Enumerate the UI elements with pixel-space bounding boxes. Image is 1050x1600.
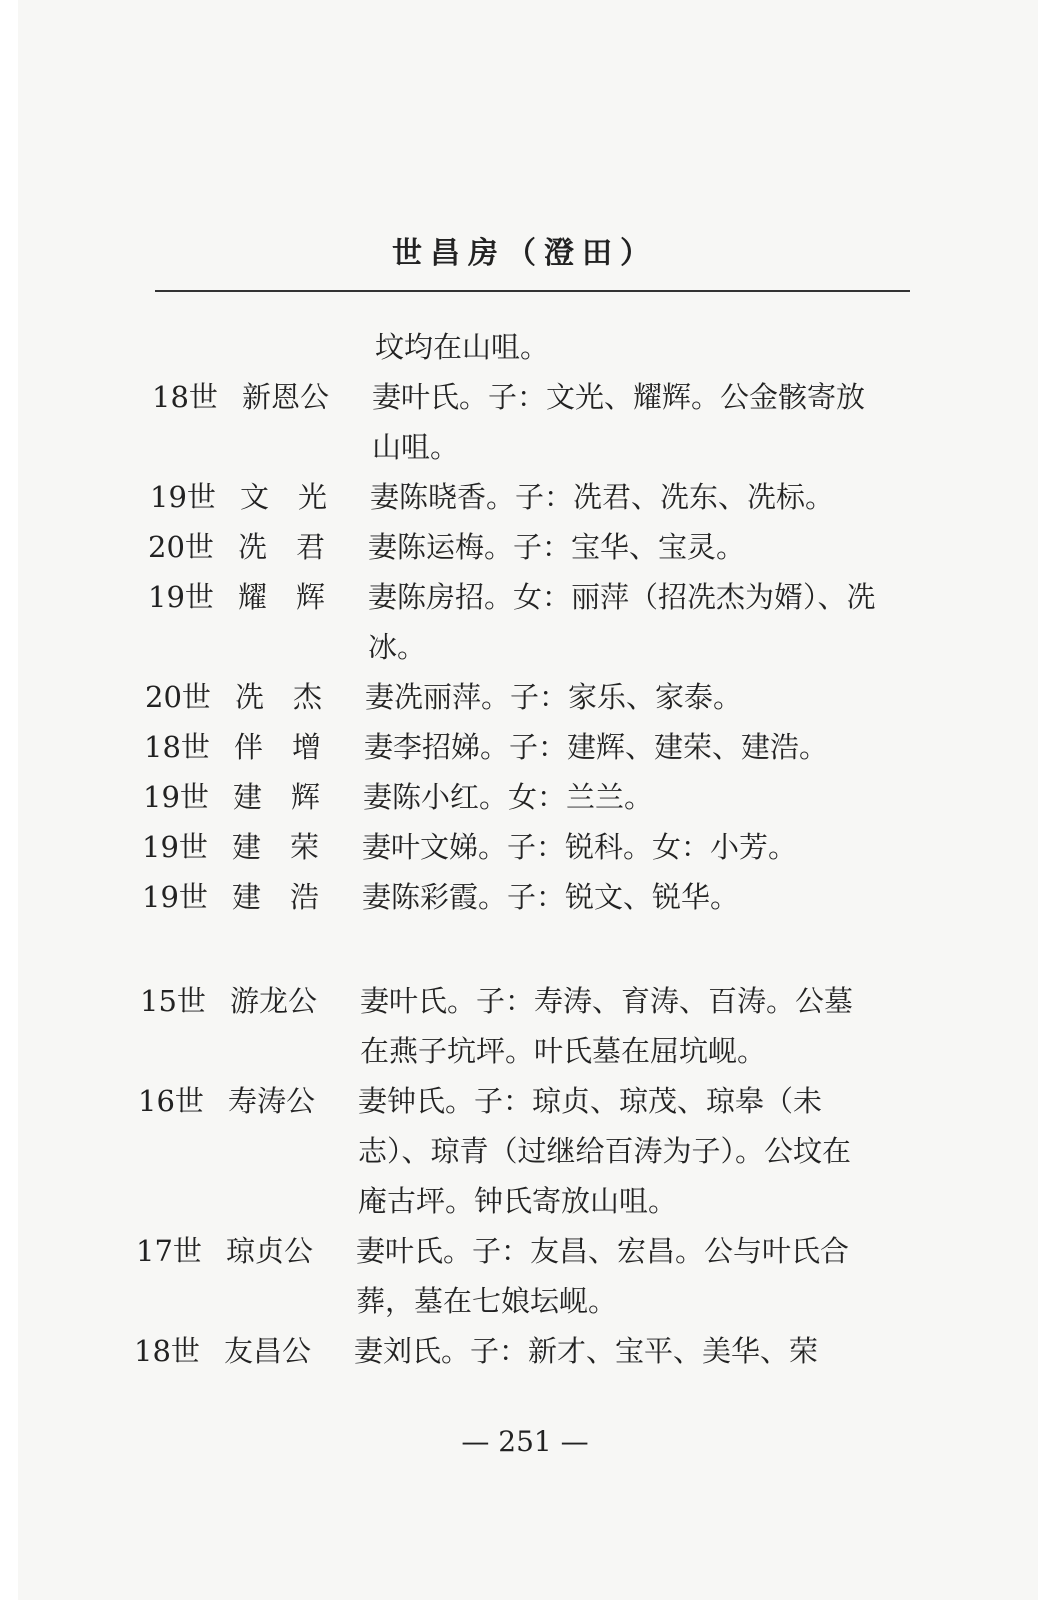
entry-text: 妻李招娣。子：建辉、建荣、建浩。 — [364, 730, 829, 764]
generation-label: 19世 — [143, 780, 209, 814]
entry-text: 妻陈小红。女：兰兰。 — [363, 780, 654, 814]
person-name: 游龙公 — [230, 984, 318, 1018]
page-title: 世昌房（澄田） — [392, 236, 658, 271]
entry-text: 妻叶氏。子：友昌、宏昌。公与叶氏合葬，墓在七娘坛岘。 — [356, 1234, 850, 1318]
entry-text: 妻陈彩霞。子：锐文、锐华。 — [362, 880, 740, 914]
person-name: 伴 增 — [234, 730, 322, 764]
list-item — [138, 1076, 878, 1226]
generation-label: 20世 — [148, 530, 214, 564]
person-name: 琼贞公 — [226, 1234, 314, 1268]
list-item — [142, 872, 882, 922]
list-item — [142, 822, 882, 872]
generation-label: 15世 — [140, 984, 206, 1018]
entry-text: 妻陈晓香。子：冼君、冼东、冼标。 — [370, 480, 835, 514]
list-item — [136, 1226, 876, 1326]
list-item — [143, 772, 883, 822]
person-name: 建 浩 — [232, 880, 320, 914]
entry-text: 妻叶文娣。子：锐科。女：小芳。 — [362, 830, 798, 864]
person-name: 寿涛公 — [228, 1084, 316, 1118]
header-divider — [155, 290, 910, 292]
page-number: — 251 — — [461, 1425, 589, 1458]
entry-text: 妻冼丽萍。子：家乐、家泰。 — [365, 680, 743, 714]
entry-text: 妻陈运梅。子：宝华、宝灵。 — [368, 530, 746, 564]
person-name: 冼 杰 — [235, 680, 323, 714]
continuation-text: 坟均在山咀。 — [375, 330, 550, 364]
person-name: 冼 君 — [238, 530, 326, 564]
person-name: 建 荣 — [232, 830, 320, 864]
generation-label: 18世 — [144, 730, 210, 764]
entry-text: 妻钟氏。子：琼贞、琼茂、琼皋（未志）、琼青（过继给百涛为子）。公坟在庵古坪。钟氏寄放山咀。 — [358, 1084, 852, 1218]
generation-label: 18世 — [134, 1334, 200, 1368]
generation-label: 16世 — [138, 1084, 204, 1118]
list-item — [140, 976, 880, 1076]
generation-label: 18世 — [152, 380, 218, 414]
generation-label: 19世 — [142, 830, 208, 864]
generation-label: 17世 — [136, 1234, 202, 1268]
list-item — [150, 472, 890, 522]
entry-text: 妻叶氏。子：文光、耀辉。公金骸寄放山咀。 — [372, 380, 866, 464]
person-name: 耀 辉 — [238, 580, 326, 614]
list-item — [148, 522, 888, 572]
person-name: 友昌公 — [224, 1334, 312, 1368]
generation-label: 19世 — [150, 480, 216, 514]
generation-label: 19世 — [148, 580, 214, 614]
person-name: 文 光 — [240, 480, 328, 514]
list-item — [134, 1326, 874, 1376]
entry-text: 妻刘氏。子：新才、宝平、美华、荣 — [354, 1334, 819, 1368]
person-name: 新恩公 — [242, 380, 330, 414]
list-item — [145, 672, 885, 722]
generation-label: 19世 — [142, 880, 208, 914]
list-item — [152, 372, 887, 472]
list-item — [148, 572, 883, 672]
entry-text: 妻叶氏。子：寿涛、育涛、百涛。公墓在燕子坑坪。叶氏墓在屈坑岘。 — [360, 984, 854, 1068]
list-item — [144, 722, 884, 772]
generation-label: 20世 — [145, 680, 211, 714]
entry-text: 妻陈房招。女：丽萍（招冼杰为婿）、冼冰。 — [368, 580, 876, 664]
person-name: 建 辉 — [233, 780, 321, 814]
